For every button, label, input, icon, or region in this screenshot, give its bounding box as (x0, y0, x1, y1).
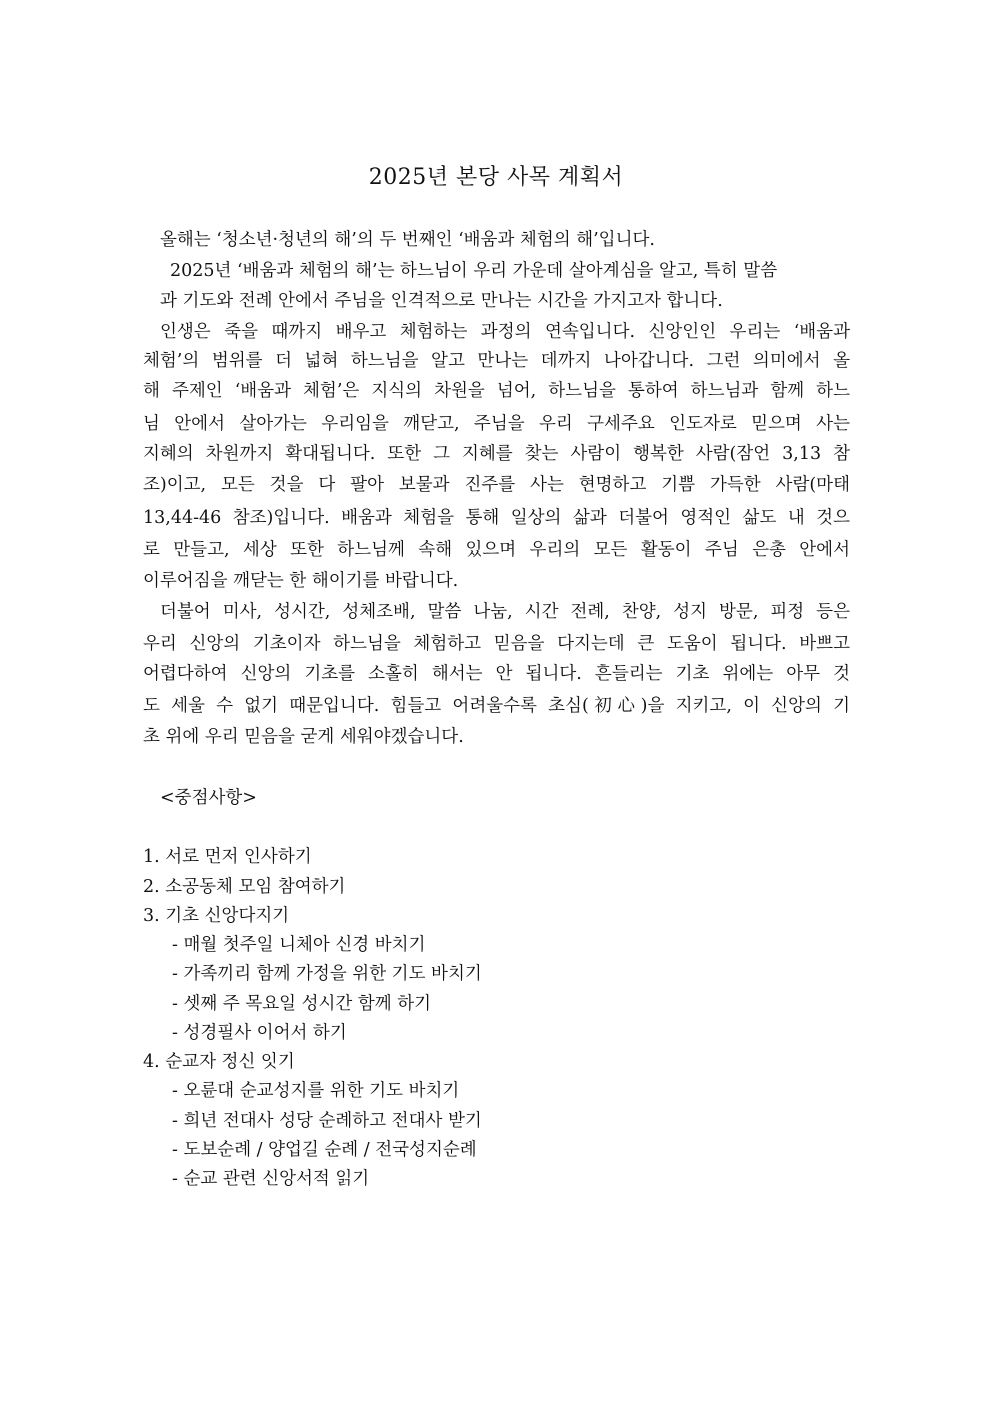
paragraph-1-line: 해 주제인 ‘배움과 체험’은 지식의 차원을 넘어, 하느님을 통하여 하느님과 함께 하느 (143, 381, 850, 401)
intro-line-1: 올해는 ‘청소년·청년의 해’의 두 번째인 ‘배움과 체험의 해’입니다. (160, 230, 655, 250)
paragraph-2-line: 우리 신앙의 기초이자 하느님을 체험하고 믿음을 다지는데 큰 도움이 됩니다. 바쁘고 (143, 634, 850, 654)
sub-list-item: - 셋째 주 목요일 성시간 함께 하기 (172, 994, 432, 1014)
focus-heading: <중점사항> (160, 788, 257, 808)
paragraph-2-line: 도 세울 수 없기 때문입니다. 힘들고 어려울수록 초심(初心)을 지키고, 이 신앙의 기 (143, 696, 850, 716)
paragraph-1-line: 13,44-46 참조)입니다. 배움과 체험을 통해 일상의 삶과 더불어 영적인 삶도 내 것으 (143, 508, 850, 528)
sub-list-item: - 오륜대 순교성지를 위한 기도 바치기 (172, 1081, 460, 1101)
intro-line-3: 과 기도와 전례 안에서 주님을 인격적으로 만나는 시간을 가지고자 합니다. (160, 291, 723, 311)
list-item: 4. 순교자 정신 잇기 (143, 1052, 295, 1072)
paragraph-1-line: 로 만들고, 세상 또한 하느님께 속해 있으며 우리의 모든 활동이 주님 은총 안에서 (143, 540, 850, 560)
paragraph-1-line: 인생은 죽을 때까지 배우고 체험하는 과정의 연속입니다. 신앙인인 우리는 ‘배움과 (160, 322, 850, 342)
sub-list-item: - 순교 관련 신앙서적 읽기 (172, 1169, 370, 1189)
document-title: 2025년 본당 사목 계획서 (368, 165, 624, 190)
paragraph-1-line: 지혜의 차원까지 확대됩니다. 또한 그 지혜를 찾는 사람이 행복한 사람(잠언 3,13 참 (143, 444, 850, 464)
paragraph-2-line: 초 위에 우리 믿음을 굳게 세워야겠습니다. (143, 727, 464, 747)
paragraph-2-line: 더불어 미사, 성시간, 성체조배, 말씀 나눔, 시간 전례, 찬양, 성지 방문, 피정 등은 (160, 602, 850, 622)
list-item: 1. 서로 먼저 인사하기 (143, 847, 312, 867)
list-item: 3. 기초 신앙다지기 (143, 906, 290, 926)
sub-list-item: - 도보순례 / 양업길 순례 / 전국성지순례 (172, 1140, 477, 1160)
intro-line-2: 2025년 ‘배움과 체험의 해’는 하느님이 우리 가운데 살아계심을 알고, 특히 말씀 (170, 261, 778, 281)
paragraph-2-line: 어렵다하여 신앙의 기초를 소홀히 해서는 안 됩니다. 흔들리는 기초 위에는 아무 것 (143, 664, 850, 684)
paragraph-1-line: 이루어짐을 깨닫는 한 해이기를 바랍니다. (143, 571, 459, 591)
sub-list-item: - 가족끼리 함께 가정을 위한 기도 바치기 (172, 964, 482, 984)
paragraph-1-line: 조)이고, 모든 것을 다 팔아 보물과 진주를 사는 현명하고 기쁨 가득한 사람(마태 (143, 475, 850, 495)
list-item: 2. 소공동체 모임 참여하기 (143, 877, 346, 897)
paragraph-1-line: 체험’의 범위를 더 넓혀 하느님을 알고 만나는 데까지 나아갑니다. 그런 의미에서 올 (143, 351, 850, 371)
paragraph-1-line: 님 안에서 살아가는 우리임을 깨닫고, 주님을 우리 구세주요 인도자로 믿으며 사는 (143, 414, 850, 434)
sub-list-item: - 성경필사 이어서 하기 (172, 1023, 347, 1043)
sub-list-item: - 희년 전대사 성당 순례하고 전대사 받기 (172, 1111, 482, 1131)
sub-list-item: - 매월 첫주일 니체아 신경 바치기 (172, 935, 426, 955)
